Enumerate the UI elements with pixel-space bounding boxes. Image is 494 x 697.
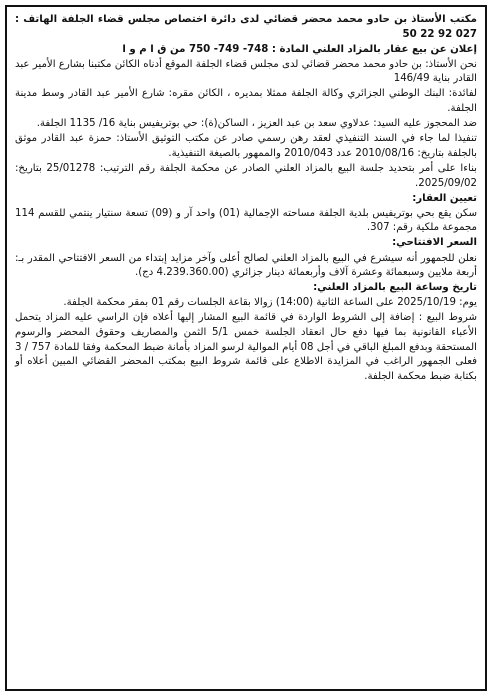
price-paragraph: نعلن للجمهور أنه سيشرع في البيع بالمزاد العلني لصالح أعلى وآخر مزايد إبتداء من السعر الافتتاحي المقدر بـ: أربعة ملايين وسبعمائة وعشرة آلاف وأربعمائة دينار جزائري (4.239.360.00 دج). (15, 252, 477, 279)
beneficiary-paragraph: لفائدة: البنك الوطني الجزائري وكالة الجلفة ممثلا بمديره ، الكائن مقره: شارع الأمير عبد القادر وسط مدينة الجلفة. (15, 88, 477, 115)
notice-frame (5, 5, 487, 691)
sale-date-paragraph: يوم: 2025/10/19 على الساعة الثانية (14:00) زوالا بقاعة الجلسات رقم 01 بمقر محكمة الجلفة. (63, 297, 477, 309)
debtor-paragraph: ضد المحجوز عليه السيد: عدلاوي سعد بن عبد العزيز ، الساكن(ة): حي بوتريفيس بناية 16/ 1135 الجلفة. (36, 118, 477, 130)
property-heading: تعيين العقار: (412, 192, 477, 204)
office-header: مكتب الأستاذ بن حادو محمد محضر قضائي لدى دائرة اختصاص مجلس قضاء الجلفة الهاتف : 027 92 22 50 (15, 14, 477, 40)
enforcement-paragraph: تنفيذا لما جاء في السند التنفيذي لعقد رهن رسمي صادر عن مكتب التوثيق الأستاذ: حمزة عبد القادر موثق بالجلفة بتاريخ: 2010/08/16 عدد 2010/043 والممهور بالصيغة التنفيذية. (15, 133, 477, 159)
sale-date-heading: تاريخ وساعة البيع بالمزاد العلني: (313, 282, 477, 294)
property-paragraph: سكن يقع بحي بوتريفيس بلدية الجلفة مساحته الإجمالية (01) واحد آر و (09) تسعة سنتيار ينتمي للقسم 114 مجموعة ملكية رقم: 307. (15, 207, 478, 234)
court-order-paragraph: بناءا على أمر بتحديد جلسة البيع بالمزاد العلني الصادر عن محكمة الجلفة رقم الترتيب: 25/01278 بتاريخ: 2025/09/02. (15, 162, 477, 189)
announcement-title: إعلان عن بيع عقار بالمزاد العلني المادة : 748- 749- 750 من ق ا م و ا (122, 43, 477, 55)
sale-conditions-paragraph: شروط البيع : إضافة إلى الشروط الواردة في قائمة البيع المشار إليها أعلاه فإن الراسي عليه المزاد يتحمل الأعباء القانونية بما فيها دفع حال انعقاد الجلسة خمس 5/1 الثمن والمصاريف وحقوق المحضر والرسوم المستحقة وبدفع المبلغ الباقي في أجل 08 أيام الموالية لرسو المزاد بأمانة ضبط المحكمة وفقا للمادة 757 / 3 فعلى الجمهور الراغب في المزايدة الاطلاع على قائمة شروط البيع بمكتب المحضر القضائي المبين أعلاه أو بكتابة ضبط محكمة الجلفة. (15, 312, 477, 382)
notice-body (15, 13, 477, 385)
price-heading: السعر الافتتاحي: (392, 237, 477, 249)
bailiff-intro: نحن الأستاذ: بن حادو محمد محضر قضائي لدى مجلس قضاء الجلفة الموقع أدناه الكائن مكتبنا بشارع الأمير عبد القادر بناية 146/49 (15, 58, 477, 85)
